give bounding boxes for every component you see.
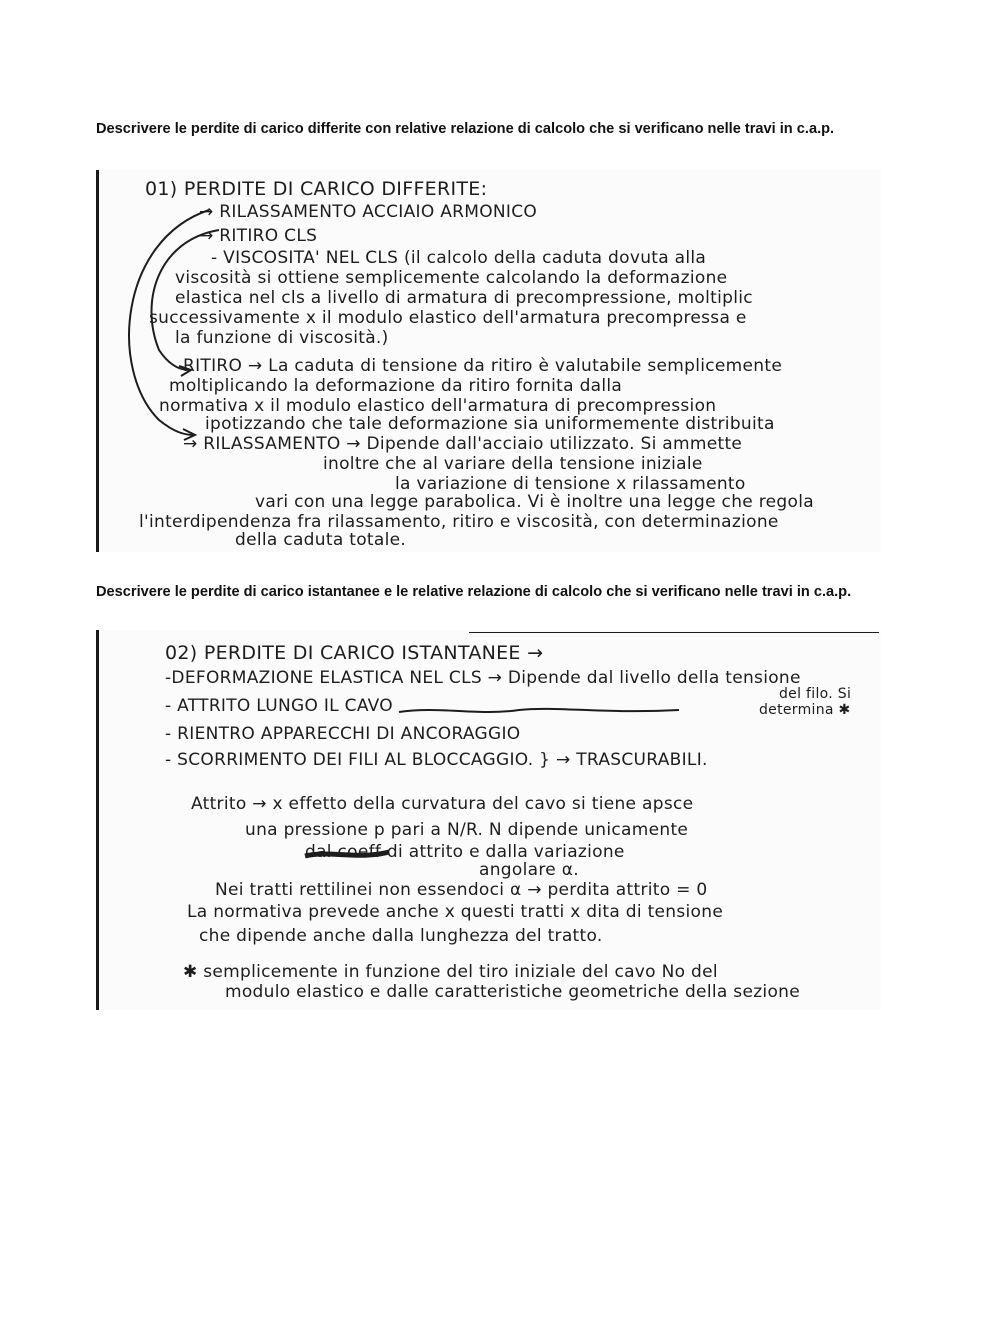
answer-1-line: → RILASSAMENTO → Dipende dall'acciaio utilizzato. Si ammette	[183, 434, 743, 454]
handwritten-answer-1	[96, 170, 881, 552]
answer-2-line: del filo. Si	[779, 686, 852, 702]
answer-1-line: inoltre che al variare della tensione iniziale	[323, 454, 703, 474]
answer-1-line: viscosità si ottiene semplicemente calcolando la deformazione	[175, 268, 728, 288]
answer-1-line: l'interdipendenza fra rilassamento, ritiro e viscosità, con determinazione	[139, 512, 779, 532]
answer-1-line: normativa x il modulo elastico dell'armatura di precompression	[159, 396, 717, 416]
answer-1-heading: 01) PERDITE DI CARICO DIFFERITE:	[145, 178, 488, 200]
answer-1-line: RITIRO → La caduta di tensione da ritiro è valutabile semplicemente	[183, 356, 783, 376]
answer-1-line: → RITIRO CLS	[199, 226, 318, 246]
answer-1-line: vari con una legge parabolica. Vi è inoltre una legge che regola	[255, 492, 814, 512]
answer-1-line: della caduta totale.	[235, 530, 407, 550]
answer-2-line: determina ✱	[759, 702, 851, 718]
answer-2-heading: 02) PERDITE DI CARICO ISTANTANEE →	[165, 642, 544, 664]
answer-2-line: Nei tratti rettilinei non essendoci α → perdita attrito = 0	[215, 880, 708, 900]
answer-2-line: - SCORRIMENTO DEI FILI AL BLOCCAGGIO. } → TRASCURABILI.	[165, 750, 708, 770]
answer-2-line: - ATTRITO LUNGO IL CAVO	[165, 696, 393, 716]
answer-2-line: ✱ semplicemente in funzione del tiro iniziale del cavo No del	[183, 962, 718, 982]
answer-2-line: modulo elastico e dalle caratteristiche geometriche della sezione	[225, 982, 800, 1002]
answer-1-line: la funzione di viscosità.)	[175, 328, 389, 348]
answer-1-line: la variazione di tensione x rilassamento	[395, 474, 746, 494]
answer-2-line: una pressione p pari a N/R. N dipende unicamente	[245, 820, 689, 840]
answer-1-line: moltiplicando la deformazione da ritiro fornita dalla	[169, 376, 623, 396]
answer-1-line: successivamente x il modulo elastico dell'armatura precompressa e	[149, 308, 747, 328]
handwritten-answer-2	[96, 630, 881, 1010]
answer-2-line: angolare α.	[479, 860, 579, 880]
answer-2-line: dal coeff di attrito e dalla variazione	[305, 842, 625, 862]
answer-1-line: - VISCOSITA' NEL CLS (il calcolo della caduta dovuta alla	[211, 248, 707, 268]
bracket-arrows-drawing	[99, 170, 881, 552]
answer-2-line: La normativa prevede anche x questi tratti x dita di tensione	[187, 902, 724, 922]
answer-2-line: - RIENTRO APPARECCHI DI ANCORAGGIO	[165, 724, 521, 744]
question-2-title: Descrivere le perdite di carico istantanee e le relative relazione di calcolo che si verificano nelle travi in c.a.p.	[96, 584, 852, 600]
answer-1-line: ipotizzando che tale deformazione sia uniformemente distribuita	[205, 414, 775, 434]
answer-2-line: -DEFORMAZIONE ELASTICA NEL CLS → Dipende dal livello della tensione	[165, 668, 801, 688]
answer-2-line: Attrito → x effetto della curvatura del cavo si tiene apsce	[191, 794, 694, 814]
answer-1-line: elastica nel cls a livello di armatura di precompressione, moltiplic	[175, 288, 753, 308]
question-1-title: Descrivere le perdite di carico differite con relative relazione di calcolo che si verificano nelle travi in c.a.p.	[96, 121, 835, 137]
strikethrough-scribbles	[99, 630, 881, 1010]
answer-1-line: → RILASSAMENTO ACCIAIO ARMONICO	[199, 202, 538, 222]
answer-2-line: che dipende anche dalla lunghezza del tratto.	[199, 926, 603, 946]
